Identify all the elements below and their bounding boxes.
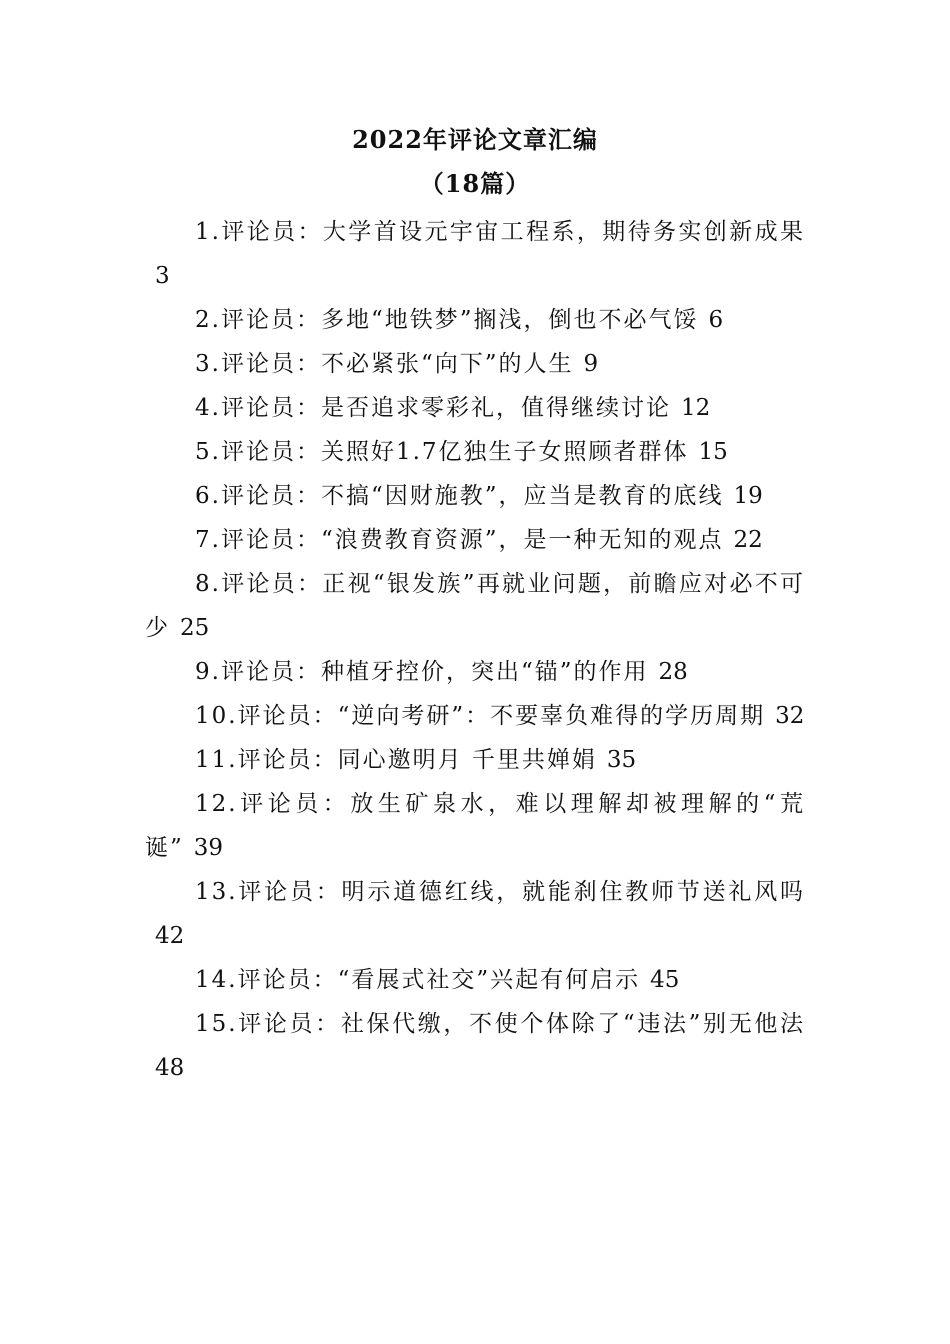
toc-entry[interactable]: [145, 386, 805, 430]
toc-page-number: 22: [733, 527, 763, 553]
toc-entry-title: 12.评论员：放生矿泉水，难以理解却被理解的“荒诞”: [145, 791, 805, 861]
toc-entry-title: 9.评论员：种植牙控价，突出“锚”的作用: [195, 659, 649, 685]
toc-page-number: 25: [180, 615, 210, 641]
toc-entry[interactable]: [145, 298, 805, 342]
toc-page-number: 15: [698, 439, 728, 465]
toc-entry-title: 10.评论员：“逆向考研”：不要辜负难得的学历周期: [195, 703, 766, 729]
toc-page-number: 19: [733, 483, 763, 509]
toc-entry[interactable]: [145, 474, 805, 518]
toc-page-number: 6: [708, 307, 724, 333]
toc-page-number: 32: [775, 703, 805, 729]
toc-entry-title: 11.评论员：同心邀明月 千里共婵娟: [195, 747, 597, 773]
toc-entry[interactable]: [145, 694, 805, 738]
toc-page-number: 28: [658, 659, 688, 685]
document-title: 2022年评论文章汇编: [352, 125, 598, 154]
toc-entry-title: 1.评论员：大学首设元宇宙工程系，期待务实创新成果: [195, 219, 805, 245]
toc-entry[interactable]: [145, 650, 805, 694]
toc-entry-title: 6.评论员：不搞“因财施教”，应当是教育的底线: [195, 483, 724, 509]
toc-entry[interactable]: [145, 958, 805, 1002]
toc-entry[interactable]: [145, 430, 805, 474]
toc-entry[interactable]: [145, 782, 805, 870]
toc-entry-title: 5.评论员：关照好1.7亿独生子女照顾者群体: [195, 439, 689, 465]
toc-entry-title: 15.评论员：社保代缴，不使个体除了“违法”别无他法: [195, 1011, 805, 1037]
toc-entry[interactable]: [145, 870, 805, 958]
toc-entry[interactable]: [145, 342, 805, 386]
toc-entry[interactable]: [145, 562, 805, 650]
toc-page-number: 9: [583, 351, 599, 377]
document-subtitle: （18篇）: [419, 169, 531, 198]
toc-entry-title: 7.评论员：“浪费教育资源”，是一种无知的观点: [195, 527, 724, 553]
toc-entry[interactable]: [145, 1002, 805, 1090]
toc-entry-title: 4.评论员：是否追求零彩礼，值得继续讨论: [195, 395, 671, 421]
toc-entry[interactable]: [145, 738, 805, 782]
toc-page-number: 35: [606, 747, 637, 773]
toc-page-number: 42: [155, 923, 185, 949]
toc-page-number: 39: [193, 835, 224, 861]
toc-entry-title: 13.评论员：明示道德红线，就能刹住教师节送礼风吗: [195, 879, 805, 905]
toc-entry-title: 14.评论员：“看展式社交”兴起有何启示: [195, 967, 641, 993]
toc-page-number: 45: [650, 967, 680, 993]
toc-page-number: 3: [155, 263, 170, 289]
toc-page-number: 48: [155, 1055, 185, 1081]
toc-entry-title: 2.评论员：多地“地铁梦”搁浅，倒也不必气馁: [195, 307, 699, 333]
toc-entry[interactable]: [145, 518, 805, 562]
table-of-contents: [145, 210, 805, 1090]
toc-page-number: 12: [680, 395, 711, 421]
toc-entry-title: 3.评论员：不必紧张“向下”的人生: [195, 351, 574, 377]
toc-entry-title: 8.评论员：正视“银发族”再就业问题，前瞻应对必不可少: [145, 571, 805, 641]
toc-entry[interactable]: [145, 210, 805, 298]
